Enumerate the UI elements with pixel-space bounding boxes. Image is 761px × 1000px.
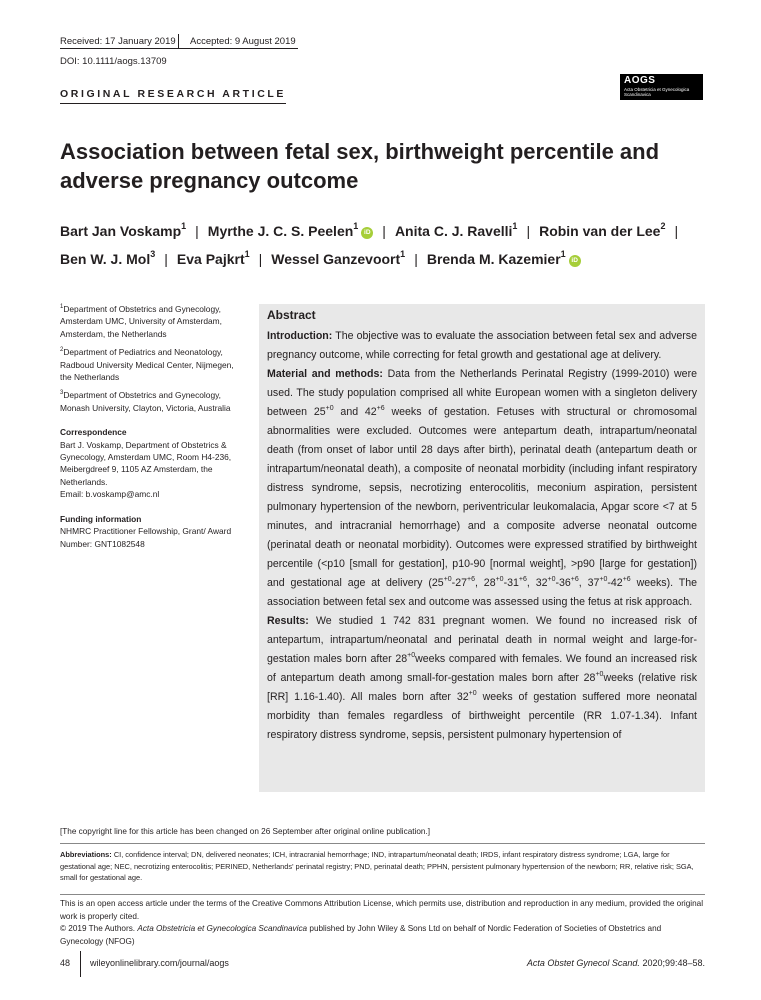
abstract-results [267, 612, 697, 745]
abstract-box [259, 304, 705, 792]
affiliation-number: 1 [60, 304, 64, 310]
author-separator: | [258, 251, 263, 267]
accepted-date: Accepted: 9 August 2019 [190, 36, 296, 47]
methods-text: weeks). The association between fetal sex and outcome was assessed using the fetus at risk approach. [267, 577, 698, 608]
article-type-rule [60, 103, 286, 104]
author-affiliation: 1 [560, 249, 566, 259]
author-affiliation: 1 [181, 221, 187, 231]
methods-text: , 37 [578, 577, 600, 589]
affiliation [60, 303, 244, 340]
license-rule [60, 894, 705, 895]
methods-text: -42 [607, 577, 623, 589]
author-list [60, 217, 710, 273]
author-name[interactable]: Myrthe J. C. S. Peelen [207, 223, 354, 239]
author-name[interactable]: Brenda M. Kazemier [426, 251, 561, 267]
methods-text: weeks of gestation. Fetuses with structural or chromosomal abnormalities were excluded. Outcomes were antepartum death, intrapartum/neonatal death (from onset of labor until 28 days after birth), perinatal death (antepartum death or intrapartum/neonatal death), a composite of neonatal morbidity (including infant respiratory distress syndrome, sepsis, necrotizing enterocolitis, meconium aspiration, persistent pulmonary hypertension of the newborn, periventricular leukomalacia, Apgar score <7 at 5 minutes, and intracranial hemorrhage) and a composite adverse neonatal outcome (perinatal death or neonatal morbidity). Outcomes were expressed stratified by birthweight percentile (<p10 [small for gestation], p10-90 [normal weight], >p90 [large for gestation]) and gestational age at delivery (25 [267, 406, 697, 589]
results-text: We studied 1 742 831 pregnant women. We found no increased risk of antepartum, intrapartum/neonatal and perinatal death in normal weight and large-for-gestation males born after 28 [267, 615, 697, 665]
correspondence-email[interactable]: Email: b.voskamp@amc.nl [60, 489, 160, 500]
results-text: weeks (relative risk [RR] 1.16-1.40). All males born after 32 [267, 672, 698, 703]
intro-text: The objective was to evaluate the association between fetal sex and adverse pregnancy outcome, while correcting for fetal growth and gestational age at delivery. [267, 330, 697, 361]
author-name[interactable]: Robin van der Lee [539, 223, 661, 239]
footer-divider [80, 951, 81, 977]
copyright-line [60, 923, 705, 948]
author-separator: | [674, 223, 679, 239]
author-affiliation: 1 [244, 249, 250, 259]
abbreviations [60, 849, 705, 884]
affiliation [60, 389, 244, 414]
results-text: weeks of gestation suffered more neonatal morbidity than females regardless of birthweight percentile (RR 1.07-1.34). Infant respiratory distress syndrome, sepsis, persistent pulmonary hypertension of [267, 691, 697, 741]
header-rule [60, 48, 298, 49]
affiliation [60, 346, 244, 383]
logo-name: AOGS [624, 75, 656, 86]
methods-text: , 32 [526, 577, 548, 589]
author-name[interactable]: Wessel Ganzevoort [271, 251, 401, 267]
sup: +0 [595, 671, 604, 678]
abbreviations-text: CI, confidence interval; DN, delivered neonates; ICH, intracranial hemorrhage; IND, intrapartum/neonatal death; IRDS, infant respiratory distress syndrome; LGA, large for gestational age; NEC, necrotizing enterocolitis; PERINED, Netherlands' perinatal registry; PND, perinatal death; PPHN, persistent pulmonary hypertension of the newborn; RR, relative risk; SGA, small for gestational age. [60, 850, 694, 883]
copyright-suffix: published by John Wiley & Sons Ltd on behalf of Nordic Federation of Societies of Obstetrics and Gynecology (NFOG) [60, 924, 662, 946]
affiliation-number: 2 [60, 347, 64, 354]
page-number: 48 [60, 958, 71, 968]
sup: +0 [547, 576, 556, 583]
license-text: This is an open access article under the terms of the Creative Commons Attribution License, which permits use, distribution and reproduction in any medium, provided the original work is properly cited. [60, 899, 704, 921]
doi[interactable]: DOI: 10.1111/aogs.13709 [60, 56, 167, 67]
orcid-icon[interactable]: iD [569, 255, 581, 267]
sup: +0 [325, 405, 334, 412]
funding-heading: Funding information [60, 513, 142, 524]
author-affiliation: 3 [150, 249, 156, 259]
results-label: Results: [267, 615, 309, 627]
methods-label: Material and methods: [267, 368, 383, 380]
sidebar [60, 303, 244, 556]
sup: +0 [495, 576, 504, 583]
author-affiliation: 1 [400, 249, 406, 259]
affiliation-text: Department of Obstetrics and Gynecology, Amsterdam UMC, University of Amsterdam, Amsterdam, the Netherlands [60, 304, 222, 339]
sup: +0 [407, 652, 416, 659]
author-name[interactable]: Eva Pajkrt [176, 251, 245, 267]
sup: +6 [570, 576, 579, 583]
intro-label: Introduction: [267, 330, 333, 342]
sup: +6 [376, 405, 385, 412]
methods-text: -36 [555, 577, 571, 589]
article-title: Association between fetal sex, birthweight percentile and adverse pregnancy outcome [60, 139, 660, 193]
sup: +6 [518, 576, 527, 583]
journal-logo [620, 74, 703, 100]
affiliation-number: 3 [60, 390, 64, 397]
abstract-methods [267, 365, 697, 612]
methods-text: -27 [451, 577, 467, 589]
methods-text: Data from the Netherlands Perinatal Registry (1999-2010) were used. The study population comprised all white European women with a singleton delivery between 25 [267, 368, 697, 418]
author-separator: | [195, 223, 199, 239]
citation-details: 2020;99:48–58. [639, 958, 705, 968]
article-type: ORIGINAL RESEARCH ARTICLE [60, 88, 287, 100]
abstract-body [267, 327, 697, 745]
orcid-icon[interactable]: iD [361, 227, 373, 239]
correspondence-heading: Correspondence [60, 427, 127, 438]
methods-text: , 28 [474, 577, 496, 589]
citation [527, 957, 705, 970]
author-separator: | [164, 251, 168, 267]
header-divider [178, 34, 179, 49]
author-name[interactable]: Bart Jan Voskamp [60, 223, 182, 239]
license-block [60, 898, 705, 948]
logo-line1: Acta Obstetricia et Gynecologica [624, 87, 690, 92]
abbreviations-label: Abbreviations: [60, 850, 112, 859]
sup: +0 [599, 576, 608, 583]
correspondence-body: Bart J. Voskamp, Department of Obstetrics & Gynecology, Amsterdam UMC, Room H4-236, Meibergdreef 9, 1105 AZ Amsterdam, the Netherlands. [60, 439, 232, 487]
sup: +6 [466, 576, 475, 583]
author-separator: | [414, 251, 418, 267]
sup: +0 [443, 576, 452, 583]
received-date: Received: 17 January 2019 [60, 36, 176, 47]
results-text: weeks compared with females. We found an increased risk of antepartum death among small-for-gestation males born after 28 [267, 653, 697, 684]
methods-text: -31 [503, 577, 519, 589]
logo-line2: Scandinavica [624, 92, 651, 97]
affiliation-text: Department of Obstetrics and Gynecology, Monash University, Clayton, Victoria, Australia [60, 390, 231, 413]
journal-url[interactable]: wileyonlinelibrary.com/journal/aogs [90, 958, 229, 968]
copyright-change-note: [The copyright line for this article has been changed on 26 September after original online publication.] [60, 827, 431, 836]
sup: +6 [622, 576, 631, 583]
abstract-heading: Abstract [267, 308, 316, 322]
author-affiliation: 1 [512, 221, 518, 231]
abstract-introduction [267, 327, 697, 365]
affiliation-text: Department of Pediatrics and Neonatology, Radboud University Medical Center, Nijmegen, the Netherlands [60, 347, 234, 383]
author-affiliation: 1 [353, 221, 359, 231]
funding-body: NHMRC Practitioner Fellowship, Grant/ Award Number: GNT1082548 [60, 526, 232, 549]
author-affiliation: 2 [660, 221, 666, 231]
journal-name: Acta Obstetricia et Gynecologica Scandinavica [137, 924, 308, 934]
methods-text: and 42 [333, 406, 377, 418]
author-name[interactable]: Anita C. J. Ravelli [394, 223, 513, 239]
citation-journal: Acta Obstet Gynecol Scand. [526, 958, 640, 968]
author-name[interactable]: Ben W. J. Mol [60, 251, 151, 267]
sup: +0 [468, 690, 477, 697]
author-separator: | [526, 223, 531, 239]
copyright-prefix: © 2019 The Authors. [60, 924, 138, 934]
author-separator: | [382, 223, 386, 239]
footnote-rule [60, 843, 705, 844]
